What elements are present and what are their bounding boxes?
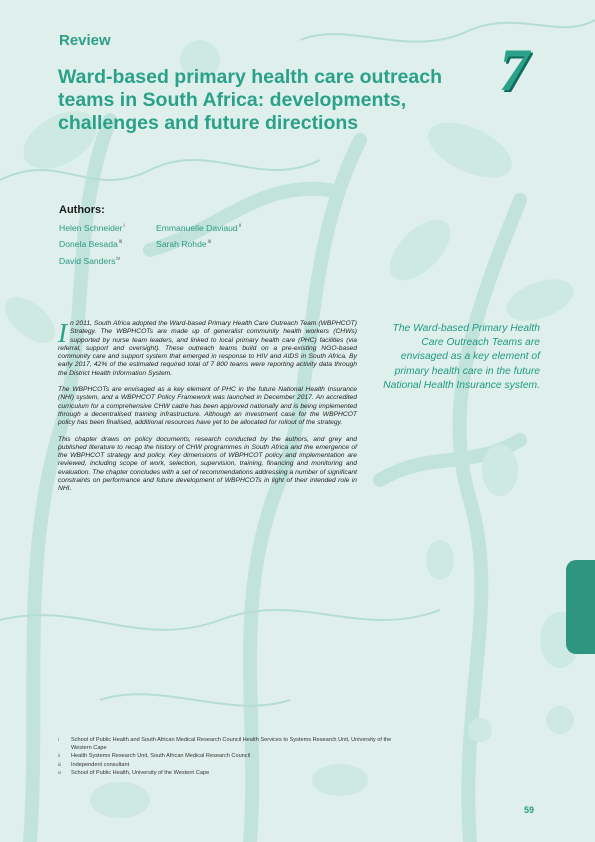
footnote-mark: i (58, 737, 59, 742)
footnote-text: School of Public Health, University of the Western Cape (71, 769, 210, 776)
author-item (156, 239, 211, 249)
chapter-title: Ward-based primary health care outreach teams in South Africa: developments, challenges and future directions (58, 66, 442, 134)
authors-heading: Authors: (59, 204, 105, 216)
author-name: David Sanders (59, 256, 116, 266)
dropcap: I (58, 318, 67, 348)
author-name: Helen Schneider (59, 223, 123, 233)
author-name: Emmanuelle Daviaud (156, 223, 238, 233)
abstract-text: n 2011, South Africa adopted the Ward-based Primary Health Care Outreach Team (WBPHCOT) Strategy. The WBPHCOTs are made up of generalist community health workers (CHWs) supported by nurse team leaders, and linked to local primary health care (PHC) facilities (via referral, support and oversight). These outreach teams build on a pre-existing NGO-based community care and support system that emerged in response to HIV and AIDS in South Africa. By early 2017, 42% of the estimated required total of 7 800 teams were reporting activity data through the District Health Information System. (58, 320, 357, 377)
author-item (59, 256, 120, 266)
author-item (59, 223, 125, 233)
abstract-paragraph (58, 320, 357, 378)
abstract-paragraph: The WBPHCOTs are envisaged as a key element of PHC in the future National Health Insurance (NHI) system, and a WBPHCOT Policy Framework was launched in December 2017. An accredited curriculum for a comprehensive CHW cadre has been approved nationally and is being implemented through a decentralised training infrastructure. Although an investment case for the WBPHCOT policy has been finalised, additional resources have yet to be allocated for rollout of the strategy. (58, 386, 357, 427)
page-number: 59 (524, 805, 535, 815)
abstract-paragraph: This chapter draws on policy documents, research conducted by the authors, and grey and published literature to recap the history of CHW programmes in South Africa and the emergence of the WBPHCOT strategy and policy. Key dimensions of WBPHCOT policy and implementation are reviewed, including scope of work, selection, supervision, training, financing and monitoring and evaluation. The chapter concludes with a set of recommendations addressing a number of significant constraints on performance and future development of WBPHCOTs in light of their intended role in NHI. (58, 435, 357, 493)
footnote-text: Independent consultant (71, 761, 130, 768)
author-affiliation-mark: i (123, 223, 125, 230)
footnote (58, 761, 398, 769)
author-affiliation-mark: iii (118, 239, 123, 246)
abstract (58, 320, 357, 502)
pull-quote: The Ward-based Primary Health Care Outreach Teams are envisaged as a key element of primary health care in the future National Health Insurance system. (383, 323, 540, 391)
footnote-mark: iii (58, 761, 61, 767)
author-name: Donela Besada (59, 239, 118, 249)
author-affiliation-mark: iv (116, 256, 120, 263)
author-name: Sarah Rohde (156, 239, 207, 249)
footnotes (58, 736, 398, 777)
footnote-mark: ii (58, 753, 60, 759)
section-label: Review (59, 32, 111, 49)
author-item (59, 239, 122, 249)
author-item (156, 223, 241, 233)
footnote-mark: iv (58, 769, 62, 775)
footnote (58, 736, 398, 752)
chapter-side-tab (566, 560, 595, 654)
footnote (58, 752, 398, 760)
footnote (58, 769, 398, 777)
chapter-number: 7 (499, 37, 529, 103)
footnote-text: Health Systems Research Unit, South African Medical Research Council (71, 753, 251, 760)
footnote-text: School of Public Health and South African Medical Research Council Health Services to Systems Research Unit, University of the Western Cape (71, 737, 392, 752)
author-affiliation-mark: iii (207, 239, 211, 246)
author-affiliation-mark: ii (238, 223, 241, 230)
